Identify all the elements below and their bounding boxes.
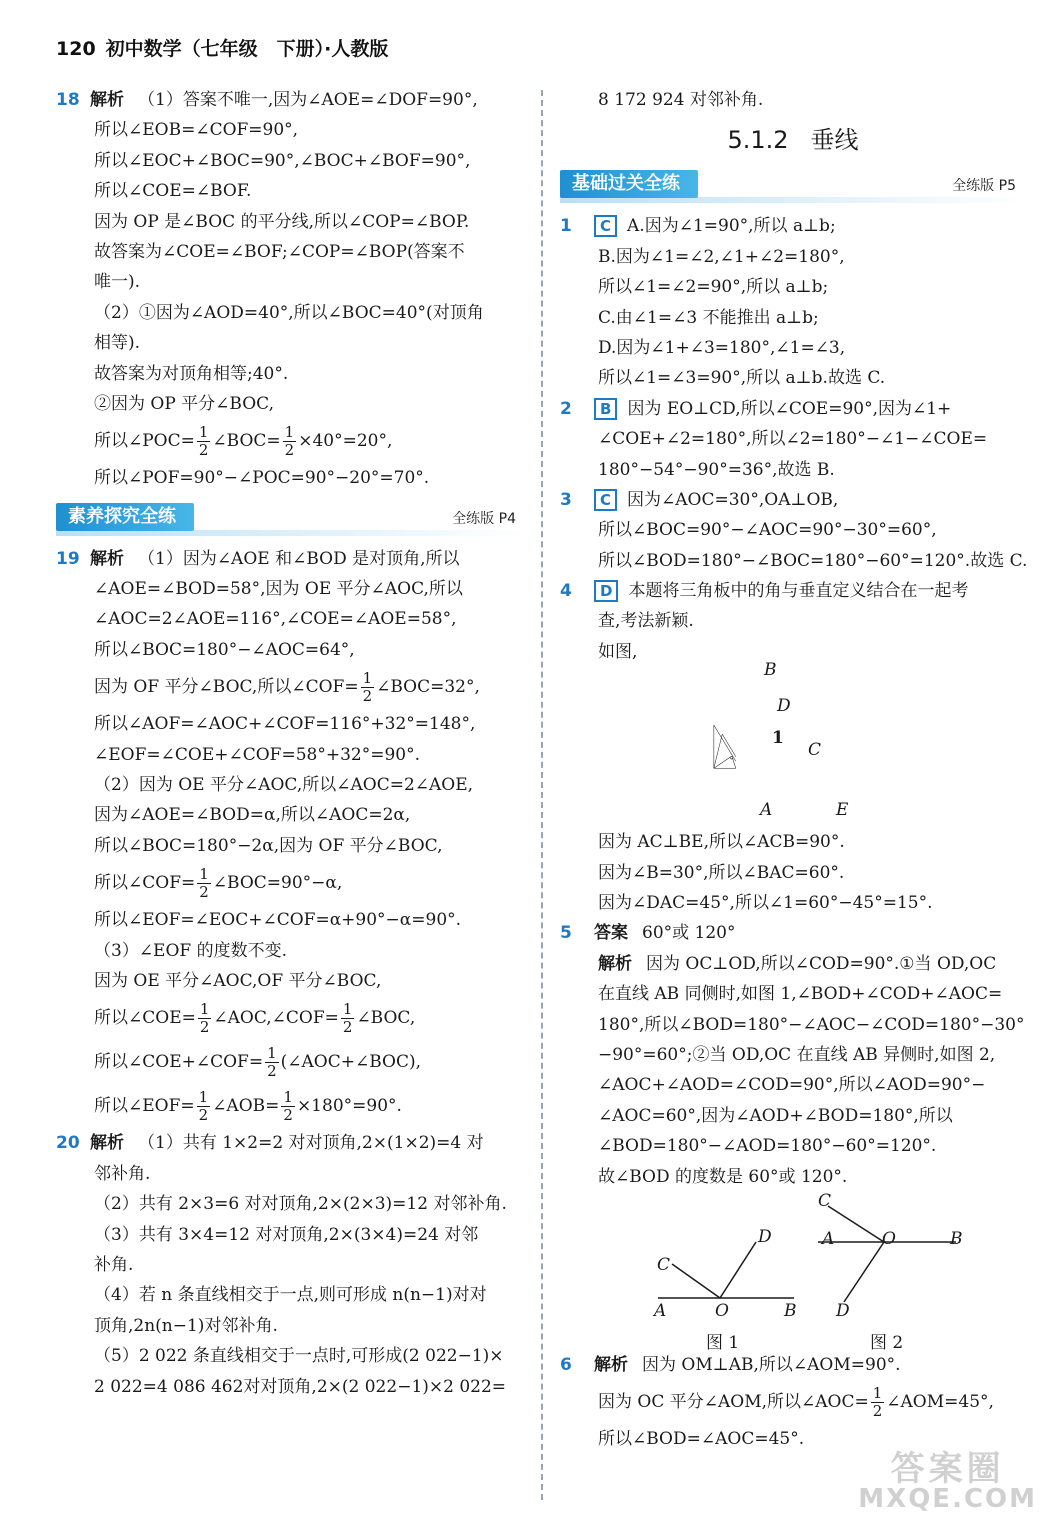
ray-oc (828, 1206, 884, 1242)
continued-line: 8 172 924 对邻补角. (598, 90, 764, 110)
text-segment: 所以∠COE= (94, 1008, 196, 1029)
q19-fraction-line (56, 1084, 526, 1128)
denominator: 2 (284, 441, 295, 460)
watermark-line2: MXQE.COM (858, 1484, 1037, 1514)
fig2-caption: 图 2 (870, 1332, 904, 1353)
numerator: 1 (199, 1000, 210, 1019)
fraction (198, 1001, 212, 1036)
fig1-caption: 图 1 (706, 1332, 740, 1353)
q1-line: D.因为∠1+∠3=180°,∠1=∠3, (598, 337, 846, 358)
fig1-label-a: A (654, 1300, 667, 1321)
figure-2 (810, 1202, 970, 1332)
q6-number: 6 (560, 1354, 572, 1375)
q1-number: 1 (560, 216, 572, 237)
fraction (283, 424, 297, 459)
q20-line: 邻补角. (94, 1163, 151, 1184)
text-segment: 所以∠EOF= (94, 1096, 195, 1117)
q19-line: 所以∠AOF=∠AOC+∠COF=116°+32°=148°, (94, 714, 476, 735)
q2-line: 180°−54°−90°=36°,故选 B. (598, 459, 835, 480)
q4-line: 如图, (598, 641, 638, 662)
text-segment: ∠BOC=90°−α, (212, 873, 343, 894)
q5-answer-tag: 答案 (594, 923, 628, 944)
column-divider (541, 90, 543, 1500)
banner-label: 素养探究全练 (56, 503, 194, 531)
q18-tag: 解析 (90, 90, 124, 110)
fraction (197, 1089, 211, 1124)
q18-line: 故答案为∠COE=∠BOF;∠COP=∠BOP(答案不 (94, 241, 465, 262)
q19-tag: 解析 (90, 548, 124, 569)
q5-line: 因为 OC⊥OD,所以∠COD=90°.①当 OD,OC (646, 953, 997, 974)
label-d: D (777, 696, 791, 717)
q6-line: 所以∠BOD=∠AOC=45°. (598, 1429, 805, 1450)
segment-df (722, 734, 736, 757)
label-a: A (760, 800, 773, 821)
q18-number: 18 (56, 90, 80, 110)
label-e: E (836, 800, 849, 821)
q5-line: 180°,所以∠BOD=180°−∠AOC−∠COD=180°−30° (598, 1014, 1025, 1035)
q18-line: （1）答案不唯一,因为∠AOE=∠DOF=90°, (138, 90, 478, 110)
denominator: 2 (198, 1106, 209, 1125)
denominator: 2 (267, 1062, 277, 1081)
q18-line: 所以∠POF=90°−∠POC=90°−20°=70°. (94, 468, 430, 489)
section-banner (56, 502, 526, 536)
q1-line: 所以∠1=∠3=90°,所以 a⊥b.故选 C. (598, 368, 886, 389)
fig1-label-d: D (758, 1226, 772, 1247)
q20-tag: 解析 (90, 1133, 124, 1154)
page-header (56, 34, 388, 64)
q18-line: 因为 OP 是∠BOC 的平分线,所以∠COP=∠BOP. (94, 211, 470, 232)
q5-line: ∠BOD=180°−∠AOD=180°−60°=120°. (598, 1136, 937, 1157)
ray-od (844, 1242, 884, 1302)
q6-tag: 解析 (594, 1354, 628, 1375)
fraction (361, 670, 375, 705)
section-name: 垂线 (810, 126, 859, 155)
section-number: 5.1.2 (727, 126, 789, 155)
q4-line: 因为∠DAC=45°,所以∠1=60°−45°=15°. (598, 893, 933, 914)
banner-page-ref: 全练版 P5 (952, 178, 1016, 195)
q19 (56, 544, 526, 1129)
text-segment: 因为 OF 平分∠BOC,所以∠COF= (94, 677, 359, 698)
q3-line: 所以∠BOD=180°−∠BOC=180°−60°=120°.故选 C. (598, 550, 1028, 571)
numerator: 1 (872, 1384, 883, 1403)
fig2-label-b: B (950, 1228, 963, 1249)
q20-line: 2 022=4 086 462对对顶角,2×(2 022−1)×2 022= (94, 1376, 507, 1397)
q20-line: 顶角,2n(n−1)对邻补角. (94, 1315, 278, 1336)
text-segment: ∠BOC= (212, 431, 281, 452)
q3-line: 所以∠BOC=90°−∠AOC=90°−30°=60°, (598, 520, 937, 541)
q20-line: （3）共有 3×4=12 对对顶角,2×(3×4)=24 对邻 (94, 1224, 479, 1245)
q18-line: 所以∠EOC+∠BOC=90°,∠BOC+∠BOF=90°, (94, 150, 471, 171)
q3-number: 3 (560, 489, 572, 510)
q20-line: （2）共有 2×3=6 对对顶角,2×(2×3)=12 对邻补角. (94, 1194, 507, 1215)
left-column (56, 85, 526, 1402)
text-segment: (∠AOC+∠BOC), (280, 1052, 421, 1073)
watermark-line1: 答案圈 (890, 1449, 1005, 1489)
denominator: 2 (199, 1018, 210, 1037)
q19-line: 所以∠EOF=∠EOC+∠COF=α+90°−α=90°. (94, 910, 462, 931)
q19-fraction-line (56, 1040, 526, 1084)
text-segment: ×180°=90°. (296, 1096, 402, 1117)
denominator: 2 (283, 1106, 293, 1125)
denominator: 2 (342, 1018, 353, 1037)
q19-fraction-line (56, 665, 526, 709)
numerator: 1 (267, 1044, 277, 1063)
q19-line: （1）因为∠AOE 和∠BOD 是对顶角,所以 (138, 548, 460, 569)
q19-line: ∠AOE=∠BOD=58°,因为 OE 平分∠AOC,所以 (94, 579, 463, 600)
book-title: 初中数学（七年级 下册）·人教版 (105, 38, 389, 60)
numerator: 1 (283, 1088, 293, 1107)
banner-label: 基础过关全练 (560, 170, 698, 198)
fraction (197, 866, 211, 901)
page-number: 120 (56, 38, 96, 60)
q19-fraction-line (56, 861, 526, 905)
q20-line: 补角. (94, 1254, 134, 1275)
q4-number: 4 (560, 581, 572, 602)
denominator: 2 (872, 1402, 883, 1421)
q4-line: 因为 AC⊥BE,所以∠ACB=90°. (598, 832, 845, 853)
fraction (871, 1385, 885, 1420)
q20-line: （5）2 022 条直线相交于一点时,可形成(2 022−1)× (94, 1346, 504, 1367)
numerator: 1 (362, 669, 373, 688)
text-segment: 所以∠POC= (94, 431, 195, 452)
label-one: 1 (772, 728, 784, 749)
q18-line: 所以∠EOB=∠COF=90°, (94, 120, 299, 141)
fig1-label-o: O (715, 1300, 729, 1321)
q18-line: 故答案为对顶角相等;40°. (94, 363, 289, 384)
numerator: 1 (342, 1000, 353, 1019)
q19-line: 所以∠BOC=180°−∠AOC=64°, (94, 639, 355, 660)
q2-answer-box: B (594, 398, 617, 420)
ray-oc (672, 1264, 720, 1298)
q5-answer: 60°或 120° (642, 923, 736, 944)
q4-answer-box: D (594, 580, 618, 602)
numerator: 1 (199, 865, 209, 884)
banner-page-ref: 全练版 P4 (452, 510, 516, 527)
fraction (281, 1089, 295, 1124)
q18-line: 唯一). (94, 272, 141, 293)
numerator: 1 (284, 423, 295, 442)
q1-line: C.由∠1=∠3 不能推出 a⊥b; (598, 307, 819, 328)
text-segment: 所以∠COF= (94, 873, 196, 894)
q5-line: 故∠BOD 的度数是 60°或 120°. (598, 1166, 848, 1187)
text-segment: ∠BOC, (356, 1008, 416, 1029)
q18-line: ②因为 OP 平分∠BOC, (94, 393, 274, 414)
q19-line: 所以∠BOC=180°−2α,因为 OF 平分∠BOC, (94, 835, 443, 856)
q19-line: （3）∠EOF 的度数不变. (94, 940, 288, 961)
text-segment: ×40°=20°, (298, 431, 393, 452)
q19-line: ∠EOF=∠COE+∠COF=58°+32°=90°. (94, 744, 420, 765)
q18-line: （2）①因为∠AOD=40°,所以∠BOC=40°(对顶角 (94, 302, 484, 323)
q5-line: ∠AOC+∠AOD=∠COD=90°,所以∠AOD=90°− (598, 1075, 986, 1096)
q4-line: 因为∠B=30°,所以∠BAC=60°. (598, 862, 845, 883)
q3-answer-box: C (594, 489, 617, 511)
q5-line: ∠AOC=60°,因为∠AOD+∠BOD=180°,所以 (598, 1105, 953, 1126)
q1-line: 所以∠1=∠2=90°,所以 a⊥b; (598, 277, 829, 298)
q19-line: ∠AOC=2∠AOE=116°,∠COE=∠AOE=58°, (94, 609, 457, 630)
text-segment: ∠AOC,∠COF= (213, 1008, 339, 1029)
fig1-label-b: B (784, 1300, 797, 1321)
q4-line: 本题将三角板中的角与垂直定义结合在一起考 (628, 581, 969, 602)
fig1-label-c: C (657, 1254, 671, 1275)
fraction (265, 1045, 279, 1080)
numerator: 1 (198, 1088, 209, 1107)
fig2-label-c: C (818, 1190, 832, 1211)
denominator: 2 (362, 687, 373, 706)
q19-number: 19 (56, 548, 80, 569)
q1-line: B.因为∠1=∠2,∠1+∠2=180°, (598, 246, 845, 267)
q6-line: 因为 OM⊥AB,所以∠AOM=90°. (642, 1354, 901, 1375)
text-segment: 所以∠COE+∠COF= (94, 1052, 264, 1073)
q4-line: 查,考法新颖. (598, 611, 694, 632)
ray-od (720, 1242, 756, 1298)
q2-line: ∠COE+∠2=180°,所以∠2=180°−∠1−∠COE= (598, 429, 988, 450)
q18-fraction-line (56, 419, 526, 463)
q20-line: （4）若 n 条直线相交于一点,则可形成 n(n−1)对对 (94, 1285, 487, 1306)
q19-line: 因为 OE 平分∠AOC,OF 平分∠BOC, (94, 970, 382, 991)
numerator: 1 (198, 423, 209, 442)
q2-line: 因为 EO⊥CD,所以∠COE=90°,因为∠1+ (627, 398, 952, 419)
q18 (56, 85, 526, 494)
q19-line: （2）因为 OE 平分∠AOC,所以∠AOC=2∠AOE, (94, 775, 474, 796)
q5-line: 在直线 AB 同侧时,如图 1,∠BOD+∠COD+∠AOC= (598, 984, 1003, 1005)
q19-fraction-line (56, 996, 526, 1040)
q1-answer-box: C (594, 215, 617, 237)
denominator: 2 (199, 883, 209, 902)
q2-number: 2 (560, 398, 572, 419)
q6-fraction-line (560, 1380, 1026, 1424)
text-segment: 因为 OC 平分∠AOM,所以∠AOC= (598, 1392, 869, 1413)
label-c: C (808, 740, 822, 761)
q1 (560, 211, 1026, 393)
fig2-label-a: A (822, 1228, 835, 1249)
section-banner (560, 169, 1026, 203)
fraction (197, 424, 211, 459)
denominator: 2 (198, 441, 209, 460)
section-title (560, 119, 1026, 161)
q5-tag: 解析 (598, 953, 632, 974)
fig2-label-d: D (836, 1300, 850, 1321)
q3-line: 因为∠AOC=30°,OA⊥OB, (627, 489, 839, 510)
q20-number: 20 (56, 1133, 80, 1154)
label-b: B (764, 660, 777, 681)
q3 (560, 485, 1026, 576)
fig2-label-o: O (882, 1228, 896, 1249)
q4 (560, 576, 1026, 918)
watermark-logo (858, 1449, 1037, 1514)
fraction (341, 1001, 355, 1036)
q1-line: A.因为∠1=90°,所以 a⊥b; (627, 216, 836, 237)
q18-line: 所以∠COE=∠BOF. (94, 181, 252, 202)
q20 (56, 1128, 526, 1402)
right-column (560, 85, 1026, 1455)
q5-figures (560, 1190, 1026, 1353)
q5-number: 5 (560, 923, 572, 944)
text-segment: ∠BOC=32°, (376, 677, 480, 698)
q2 (560, 394, 1026, 485)
text-segment: ∠AOM=45°, (886, 1392, 994, 1413)
q18-line: 相等). (94, 333, 141, 354)
q19-line: 因为∠AOE=∠BOD=α,所以∠AOC=2α, (94, 805, 411, 826)
q20-line: （1）共有 1×2=2 对对顶角,2×(1×2)=4 对 (138, 1133, 484, 1154)
text-segment: ∠AOB= (212, 1096, 280, 1117)
q6 (560, 1350, 1026, 1455)
q5-line: −90°=60°;②当 OD,OC 在直线 AB 异侧时,如图 2, (598, 1044, 996, 1065)
q5 (560, 918, 1026, 1353)
